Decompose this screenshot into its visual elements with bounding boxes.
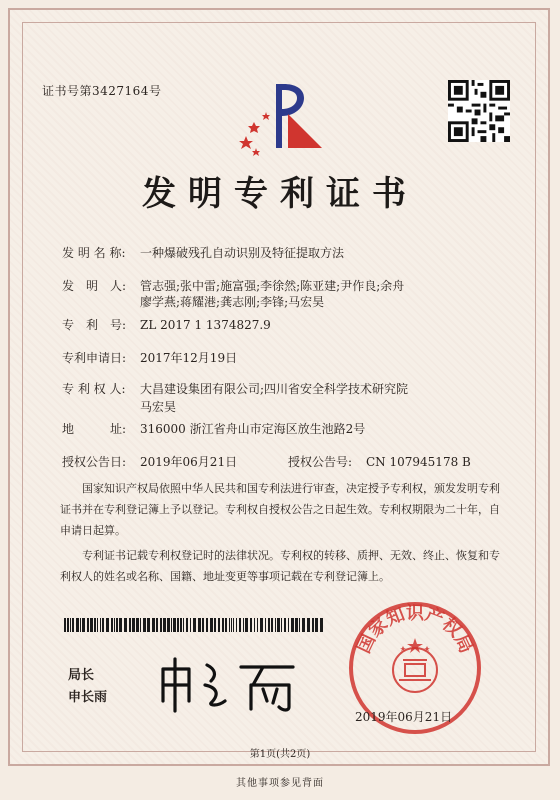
seal-date: 2019年06月21日 [355, 710, 453, 724]
certificate-title: 发明专利证书 [142, 174, 418, 214]
qr-code-icon [448, 80, 510, 142]
signature-icon [155, 655, 305, 715]
field-value: 廖学燕;蒋耀港;龚志刚;李锋;马宏昊 [140, 295, 325, 309]
grant-date-value: 2019年06月21日 [140, 455, 238, 469]
field-grant-info [62, 453, 471, 470]
certificate-number: 证书号第3427164号 [42, 84, 162, 98]
field-value: 大昌建设集团有限公司;四川省安全科学技术研究院 [140, 382, 409, 396]
grant-number-label: 授权公告号: [288, 455, 353, 469]
field-address [62, 420, 365, 437]
field-patentee [62, 380, 408, 397]
field-inventors-line2 [62, 293, 324, 310]
field-label: 发 明 名 称: [62, 246, 126, 260]
field-value: 管志强;张中雷;施富强;李徐然;陈亚建;尹作良;余舟 [140, 279, 405, 293]
footer-note: 其他事项参见背面 [236, 778, 324, 789]
field-application-date [62, 349, 237, 366]
field-label: 专利申请日: [62, 351, 127, 365]
field-value: 316000 浙江省舟山市定海区放生池路2号 [140, 422, 366, 436]
grant-date-label: 授权公告日: [62, 455, 127, 469]
seal-text: 国家知识产权局 [353, 602, 477, 657]
field-value: 一种爆破残孔自动识别及特征提取方法 [140, 246, 345, 260]
field-label: 专 利 权 人: [62, 382, 126, 396]
field-patentee-line2 [62, 398, 176, 415]
grant-number-value: CN 107945178 B [366, 455, 471, 469]
page-number: 第1页(共2页) [249, 749, 311, 760]
field-value: ZL 2017 1 1374827.9 [140, 318, 271, 332]
barcode-icon [64, 618, 324, 632]
field-value: 2017年12月19日 [140, 351, 238, 365]
field-invention-name [62, 244, 344, 261]
field-label: 专 利 号: [62, 318, 127, 332]
cnipa-logo-icon [232, 76, 324, 156]
field-inventors [62, 277, 404, 294]
grant-statement: 国家知识产权局依照中华人民共和国专利法进行审查，决定授予专利权，颁发发明专利证书并在专利登记簿上予以登记。专利权自授权公告之日起生效。专利权期限为二十年，自申请日起算。 [60, 482, 500, 537]
field-label: 地 址: [62, 422, 127, 436]
signatory-name: 申长雨 [68, 690, 108, 705]
field-value: 马宏昊 [140, 400, 177, 414]
legal-status-statement: 专利证书记载专利权登记时的法律状况。专利权的转移、质押、无效、终止、恢复和专利权人的姓名或名称、国籍、地址变更等事项记载在专利登记簿上。 [60, 549, 500, 583]
field-patent-number [62, 316, 271, 333]
signatory-role: 局长 [68, 668, 95, 683]
field-label: 发 明 人: [62, 279, 127, 293]
